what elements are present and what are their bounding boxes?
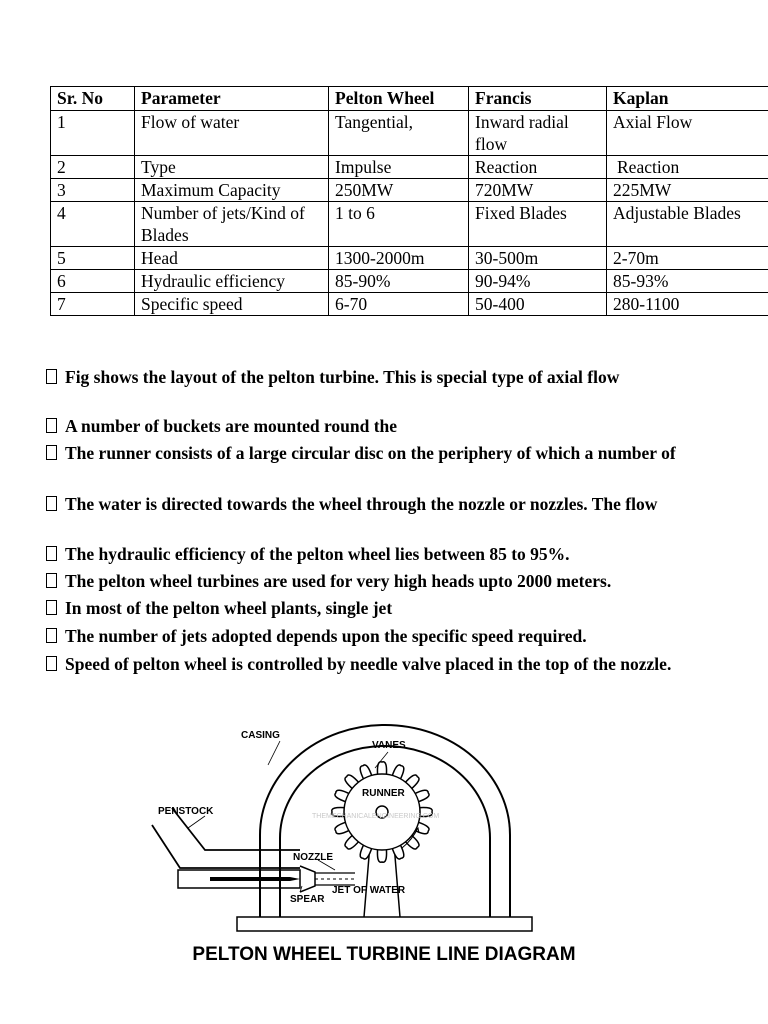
- table-header-row: [51, 87, 768, 111]
- bullet-text: The pelton wheel turbines are used for very high heads upto 2000 meters.: [65, 571, 612, 591]
- table-cell: 90-94%: [469, 270, 607, 293]
- table-cell: 85-93%: [607, 270, 768, 293]
- table-cell: Impulse: [329, 156, 469, 179]
- bullet-item: [46, 653, 671, 675]
- label-spear: SPEAR: [290, 894, 325, 905]
- table-cell: 1: [51, 111, 135, 156]
- table-cell: Flow of water: [135, 111, 329, 156]
- table-cell: Adjustable Blades: [607, 202, 768, 247]
- table-row: [51, 179, 768, 202]
- penstock-leader: [188, 816, 205, 828]
- header-pelton-wheel: Pelton Wheel: [329, 87, 469, 111]
- bullet-item: [46, 415, 397, 437]
- bullet-box-icon: [46, 445, 57, 460]
- table-cell: Hydraulic efficiency: [135, 270, 329, 293]
- table-cell: 250MW: [329, 179, 469, 202]
- header-parameter: Parameter: [135, 87, 329, 111]
- base-plate: [237, 917, 532, 931]
- label-vanes: VANES: [372, 740, 406, 751]
- table-cell: Inward radial flow: [469, 111, 607, 156]
- header-francis: Francis: [469, 87, 607, 111]
- table-cell: 4: [51, 202, 135, 247]
- table-row: [51, 111, 768, 156]
- label-runner: RUNNER: [362, 788, 405, 799]
- table-cell: Maximum Capacity: [135, 179, 329, 202]
- diagram-caption: PELTON WHEEL TURBINE LINE DIAGRAM: [192, 944, 576, 965]
- label-penstock: PENSTOCK: [158, 806, 214, 817]
- table-cell: 5: [51, 247, 135, 270]
- bullet-box-icon: [46, 573, 57, 588]
- header-kaplan: Kaplan: [607, 87, 768, 111]
- bullet-box-icon: [46, 546, 57, 561]
- table-cell: 6-70: [329, 293, 469, 316]
- table-cell: 225MW: [607, 179, 768, 202]
- bullet-box-icon: [46, 369, 57, 384]
- header-sr-no: Sr. No: [51, 87, 135, 111]
- table-cell: 720MW: [469, 179, 607, 202]
- table-cell: Type: [135, 156, 329, 179]
- table-cell: 50-400: [469, 293, 607, 316]
- table-cell: Tangential,: [329, 111, 469, 156]
- comparison-table: [50, 86, 768, 316]
- bullet-text: Speed of pelton wheel is controlled by needle valve placed in the top of the nozzle.: [65, 654, 672, 674]
- table-cell: Specific speed: [135, 293, 329, 316]
- table-row: [51, 156, 768, 179]
- bullet-box-icon: [46, 496, 57, 511]
- bullet-text: Fig shows the layout of the pelton turbine. This is special type of axial flow: [65, 367, 620, 387]
- table-row: [51, 270, 768, 293]
- table-row: [51, 247, 768, 270]
- spear-needle: [210, 877, 300, 881]
- pelton-wheel-diagram: [150, 720, 620, 940]
- bullet-item: [46, 543, 570, 565]
- bullet-text: A number of buckets are mounted round the: [65, 416, 398, 436]
- table-cell: 1300-2000m: [329, 247, 469, 270]
- table-row: [51, 293, 768, 316]
- table-cell: 280-1100: [607, 293, 768, 316]
- label-casing: CASING: [241, 730, 280, 741]
- bullet-box-icon: [46, 600, 57, 615]
- table-cell: 2-70m: [607, 247, 768, 270]
- bullet-text: In most of the pelton wheel plants, single jet: [65, 598, 393, 618]
- label-nozzle: NOZZLE: [293, 852, 333, 863]
- casing-leader: [268, 741, 280, 765]
- bullet-text: The number of jets adopted depends upon the specific speed required.: [65, 626, 587, 646]
- bullet-box-icon: [46, 418, 57, 433]
- table-cell: 2: [51, 156, 135, 179]
- table-cell: Head: [135, 247, 329, 270]
- bullet-item: [46, 597, 392, 619]
- watermark: THEMECHANICALENGINEERING.COM: [312, 813, 440, 820]
- table-row: [51, 202, 768, 247]
- table-cell: 30-500m: [469, 247, 607, 270]
- bullet-item: [46, 493, 657, 515]
- penstock-pipe: [152, 808, 300, 868]
- table-cell: Number of jets/Kind of Blades: [135, 202, 329, 247]
- table-cell: 85-90%: [329, 270, 469, 293]
- table-cell: Axial Flow: [607, 111, 768, 156]
- table-cell: 3: [51, 179, 135, 202]
- label-jet-of-water: JET OF WATER: [332, 885, 406, 896]
- bullet-item: [46, 570, 611, 592]
- table-cell: 1 to 6: [329, 202, 469, 247]
- table-cell: Reaction: [607, 156, 768, 179]
- bullet-text: The runner consists of a large circular disc on the periphery of which a number of: [65, 443, 676, 463]
- bullet-item: [46, 442, 676, 464]
- bullet-box-icon: [46, 628, 57, 643]
- table-cell: 7: [51, 293, 135, 316]
- bullet-text: The water is directed towards the wheel through the nozzle or nozzles. The flow: [65, 494, 658, 514]
- bullet-box-icon: [46, 656, 57, 671]
- table-cell: 6: [51, 270, 135, 293]
- table-cell: Fixed Blades: [469, 202, 607, 247]
- nozzle-tip: [300, 866, 315, 892]
- bullet-item: [46, 366, 619, 388]
- bullet-text: The hydraulic efficiency of the pelton wheel lies between 85 to 95%.: [65, 544, 570, 564]
- bullet-item: [46, 625, 587, 647]
- table-cell: Reaction: [469, 156, 607, 179]
